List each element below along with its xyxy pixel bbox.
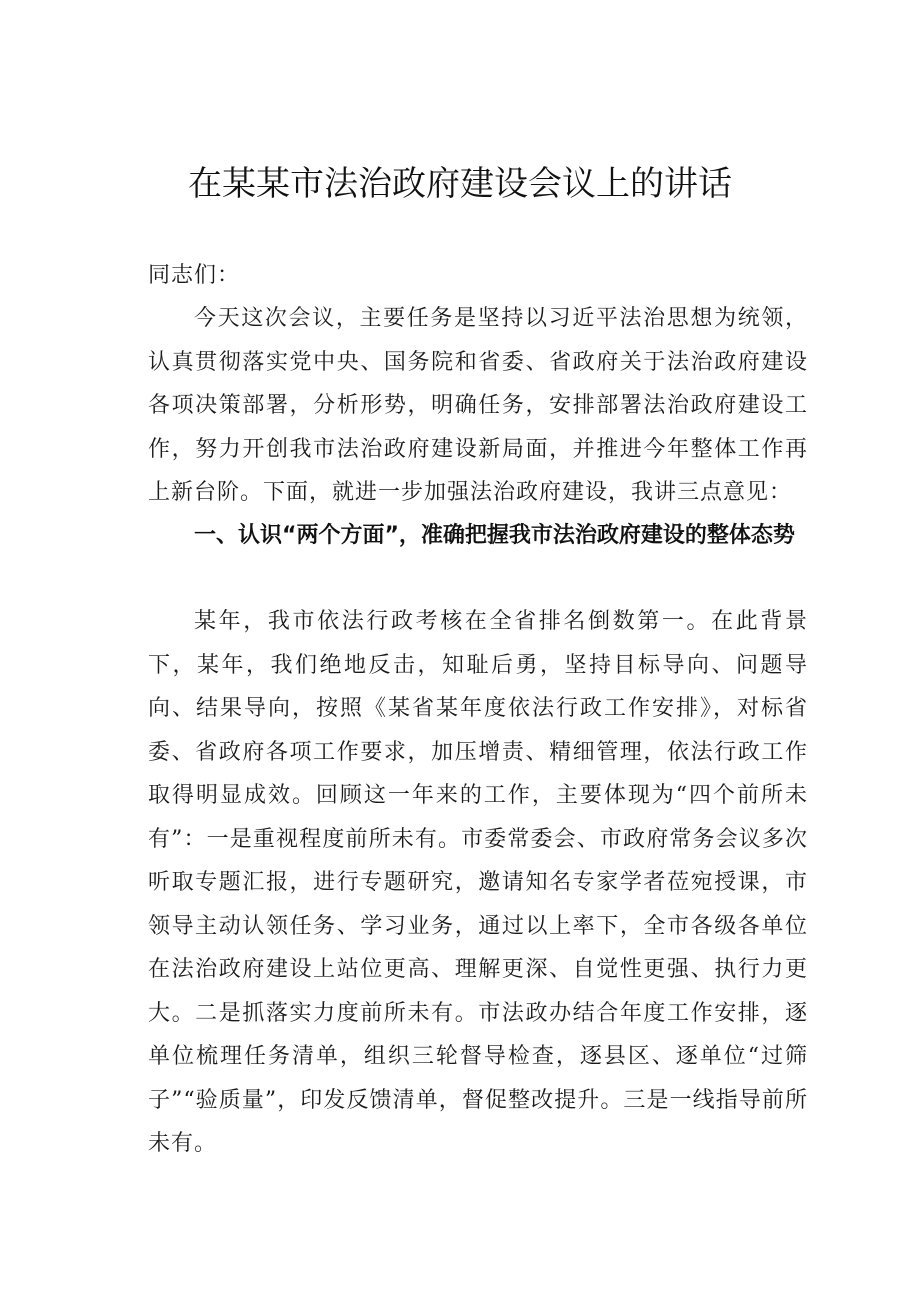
section-1-paragraph: 某年，我市依法行政考核在全省排名倒数第一。在此背景下，某年，我们绝地反击，知耻后勇，坚持目标导向、问题导向、结果导向，按照《某省某年度依法行政工作安排》，对标省委、省政府各项工作要求，加压增责、精细管理，依法行政工作取得明显成效。回顾这一年来的工作，主要体现为“四个前所未有”：一是重视程度前所未有。市委常委会、市政府常务会议多次听取专题汇报，进行专题研究，邀请知名专家学者莅宛授课，市领导主动认领任务、学习业务，通过以上率下，全市各级各单位在法治政府建设上站位更高、理解更深、自觉性更强、执行力更大。二是抓落实力度前所未有。市法政办结合年度工作安排，逐单位梳理任务清单，组织三轮督导检查，逐县区、逐单位“过筛子”“验质量”，印发反馈清单，督促整改提升。三是一线指导前所未有。: [148, 609, 808, 1156]
salutation: 同志们：: [148, 263, 241, 288]
intro-paragraph: 今天这次会议，主要任务是坚持以习近平法治思想为统领，认真贯彻落实党中央、国务院和省委、省政府关于法治政府建设各项决策部署，分析形势，明确任务，安排部署法治政府建设工作，努力开创我市法治政府建设新局面，并推进今年整体工作再上新台阶。下面，就进一步加强法治政府建设，我讲三点意见：: [148, 306, 808, 505]
document-title: 在某某市法治政府建设会议上的讲话: [188, 164, 732, 204]
section-heading-1: 一、认识“两个方面”，准确把握我市法治政府建设的整体态势: [194, 523, 795, 548]
